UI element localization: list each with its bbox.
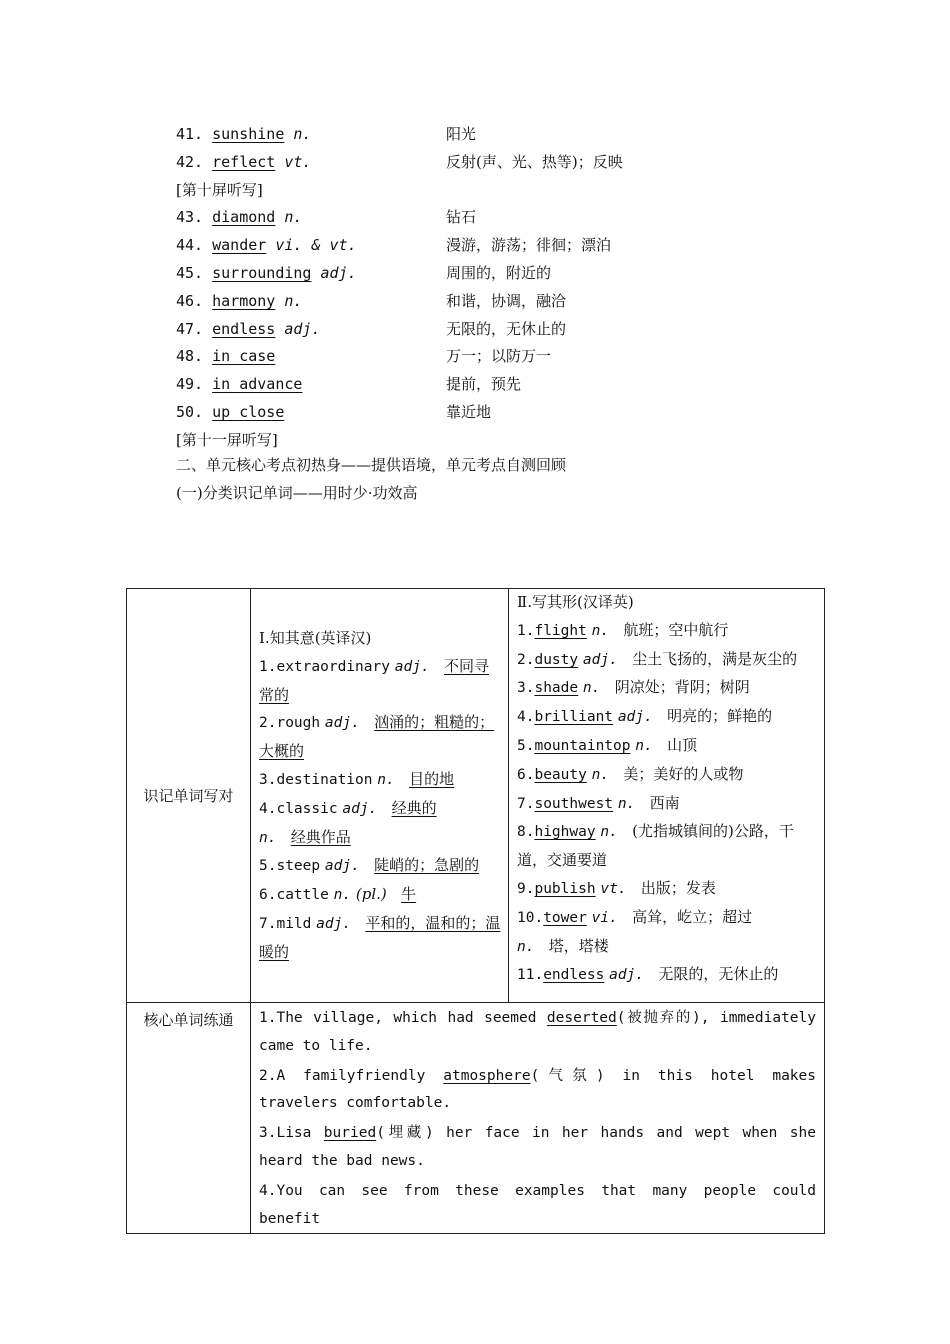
- sentence-item: [251, 1118, 824, 1176]
- sentence-pre: 4.You can see from these examples that many people could benefit: [259, 1182, 816, 1227]
- dictation-note: [176, 177, 736, 205]
- item-pos: vt.: [600, 880, 627, 897]
- item-answer: 平和的，温和的；温暖的: [259, 913, 501, 961]
- sentence-answer: deserted: [546, 1010, 617, 1026]
- sentence-answer: atmosphere: [443, 1067, 531, 1084]
- vocab-pos: adj.: [284, 319, 321, 338]
- item-num: 11.: [517, 967, 544, 984]
- item-num: 6.: [259, 887, 277, 904]
- vocab-num: 42.: [176, 152, 204, 171]
- item-pos: n.: [333, 887, 352, 904]
- vocab-pos: vt.: [284, 152, 312, 171]
- vocab-word: surrounding: [212, 263, 312, 282]
- vocab-num: 45.: [176, 263, 204, 282]
- vocab-meaning: 无限的，无休止的: [446, 319, 567, 338]
- item-meaning: 西南: [649, 793, 680, 812]
- vocab-pos: n.: [293, 125, 312, 143]
- part2-item: [517, 646, 818, 675]
- vocab-item: [176, 316, 736, 344]
- item-pos: n.: [600, 824, 618, 841]
- vocab-pos: vi. & vt.: [275, 236, 357, 255]
- item-pos: n.: [635, 737, 653, 754]
- item-num: 7.: [517, 795, 535, 812]
- item-word: rough: [276, 715, 321, 732]
- sentence-pre: 3.Lisa: [259, 1125, 324, 1142]
- item-num: 1.: [259, 658, 277, 675]
- vocab-entry: [176, 260, 357, 288]
- sentence-pre: 2.A familyfriendly: [259, 1067, 444, 1084]
- item-num: 3.: [259, 771, 277, 788]
- item-word: steep: [276, 858, 321, 875]
- item-word: mountaintop: [534, 737, 631, 754]
- part2-list: [509, 589, 824, 990]
- sentences-cell: [251, 1003, 825, 1234]
- item-pos: n.: [582, 680, 601, 697]
- vocab-list: [176, 121, 736, 455]
- sentence-post: , immediately came to life.: [259, 1010, 816, 1054]
- row-label-practice: 核心单词练通: [127, 1003, 251, 1234]
- vocab-entry: [176, 204, 302, 232]
- vocab-entry: [176, 232, 357, 260]
- item-word: cattle: [276, 887, 329, 904]
- item-meaning: (尤指城镇间的)公路，干道，交通要道: [517, 822, 794, 870]
- item-word: highway: [534, 824, 596, 841]
- item-word: publish: [534, 880, 596, 897]
- part2-item: [517, 875, 818, 904]
- table-row-memorize: [127, 589, 825, 1003]
- part1-item: [259, 910, 502, 967]
- note-text: [第十屏听写]: [176, 180, 263, 199]
- item-pos: n.: [617, 795, 636, 812]
- item-num: 2.: [517, 651, 535, 668]
- vocab-item: [176, 399, 736, 427]
- part2-title: Ⅱ.写其形(汉译英): [517, 593, 634, 611]
- word-table: [126, 588, 825, 1234]
- item-answer: 牛: [401, 885, 417, 904]
- item-pos: adj.: [324, 858, 360, 875]
- vocab-meaning: 漫游，游荡；徘徊；漂泊: [446, 236, 612, 255]
- part2-item: [517, 703, 818, 732]
- vocab-word: wander: [212, 236, 267, 255]
- vocab-meaning: 和谐，协调，融洽: [446, 291, 567, 310]
- vocab-item: [176, 371, 736, 399]
- item-pos: adj.: [394, 658, 430, 675]
- sentence-list: [251, 1003, 824, 1233]
- item-pos2: n.: [259, 829, 277, 846]
- vocab-entry: [176, 288, 302, 316]
- vocab-word: in case: [212, 347, 276, 366]
- note-text: [第十一屏听写]: [176, 430, 278, 449]
- item-word: tower: [543, 909, 587, 926]
- item-word: extraordinary: [276, 658, 390, 675]
- item-pos: n.: [591, 622, 610, 639]
- item-answer: 陡峭的；急剧的: [374, 856, 480, 875]
- sentence-item: [251, 1061, 824, 1119]
- item-pos: adj.: [609, 967, 645, 984]
- item-meaning: 无限的，无休止的: [658, 965, 779, 984]
- part1-item: [259, 709, 502, 766]
- vocab-meaning: 阳光: [446, 125, 477, 143]
- dictation-note: [176, 427, 736, 455]
- item-answer2: 经典作品: [290, 827, 351, 846]
- item-num: 10.: [517, 909, 544, 926]
- item-word: destination: [276, 771, 373, 788]
- sentence-post: in this hotel makes travelers comfortable.: [259, 1067, 816, 1112]
- sentence-item: [251, 1003, 824, 1061]
- item-meaning: 山顶: [667, 735, 698, 754]
- vocab-meaning: 周围的，附近的: [446, 263, 552, 282]
- item-num: 5.: [259, 858, 277, 875]
- part2-item: [517, 732, 818, 761]
- vocab-meaning: 靠近地: [446, 402, 492, 421]
- item-extra: (pl.): [355, 885, 387, 904]
- item-num: 9.: [517, 880, 535, 897]
- item-meaning: 明亮的；鲜艳的: [667, 707, 773, 726]
- vocab-entry: [176, 371, 302, 399]
- item-word: mild: [276, 915, 312, 932]
- part1-item: [259, 795, 502, 853]
- vocab-num: 47.: [176, 319, 204, 338]
- part2-item: [517, 674, 818, 703]
- vocab-pos: n.: [284, 208, 303, 227]
- vocab-item: [176, 260, 736, 288]
- vocab-meaning: 提前，预先: [446, 375, 522, 394]
- vocab-pos: n.: [284, 291, 303, 310]
- part2-item: [517, 904, 818, 962]
- vocab-item: [176, 343, 736, 371]
- part1-title: Ⅰ.知其意(英译汉): [259, 629, 372, 647]
- item-word: classic: [276, 800, 338, 817]
- item-answer: 不同寻常的: [259, 656, 489, 704]
- sentence-answer: buried: [323, 1125, 377, 1142]
- vocab-meaning: 反射(声、光、热等)；反映: [446, 152, 623, 171]
- item-num: 7.: [259, 915, 277, 932]
- item-answer: 经典的: [391, 798, 437, 817]
- vocab-item: [176, 288, 736, 316]
- vocab-meaning: 万一；以防万一: [446, 347, 552, 366]
- vocab-num: 44.: [176, 236, 204, 255]
- part2-item: [517, 961, 818, 990]
- part1-item: [259, 653, 502, 710]
- item-meaning: 出版；发表: [640, 878, 716, 897]
- item-pos: adj.: [342, 800, 378, 817]
- item-pos: adj.: [324, 715, 360, 732]
- vocab-word: sunshine: [212, 125, 285, 143]
- item-word: beauty: [534, 766, 587, 783]
- vocab-entry: [176, 121, 311, 149]
- vocab-word: harmony: [212, 291, 276, 310]
- vocab-entry: [176, 149, 311, 177]
- vocab-item: [176, 121, 736, 149]
- part2-cell: [509, 589, 825, 1003]
- vocab-entry: [176, 343, 275, 371]
- vocab-meaning: 钻石: [446, 208, 477, 227]
- sentence-item: [251, 1176, 824, 1234]
- vocab-num: 50.: [176, 402, 204, 421]
- vocab-word: up close: [212, 402, 285, 421]
- item-pos: adj.: [582, 651, 618, 668]
- item-word: dusty: [534, 651, 579, 668]
- part2-item: [517, 818, 818, 875]
- vocab-num: 41.: [176, 125, 204, 143]
- item-answer: 目的地: [409, 769, 455, 788]
- vocab-word: endless: [212, 319, 276, 338]
- item-pos2: n.: [517, 938, 535, 955]
- vocab-word: in advance: [212, 375, 303, 394]
- sentence-gloss: (埋藏): [376, 1125, 434, 1142]
- item-meaning: 高耸，屹立；超过: [632, 907, 753, 926]
- vocab-word: reflect: [212, 152, 276, 171]
- item-pos: n.: [377, 771, 395, 788]
- item-answer: 汹涌的；粗糙的；大概的: [259, 713, 495, 761]
- item-word: brilliant: [534, 709, 614, 726]
- subsection-heading: (一)分类识记单词——用时少·功效高: [176, 484, 418, 502]
- sentence-gloss: (气氛): [530, 1067, 605, 1084]
- sentence-pre: 1.The village, which had seemed: [259, 1010, 547, 1026]
- sentence-gloss: (被抛弃的): [616, 1010, 701, 1026]
- part2-item: [517, 761, 818, 790]
- part1-item: [259, 766, 502, 795]
- part1-item: [259, 881, 502, 910]
- vocab-word: diamond: [212, 208, 276, 227]
- item-meaning: 航班；空中航行: [623, 620, 729, 639]
- item-num: 5.: [517, 737, 535, 754]
- part1-list: [251, 589, 508, 967]
- part2-item: [517, 790, 818, 819]
- item-pos: vi.: [591, 909, 618, 926]
- vocab-item: [176, 204, 736, 232]
- item-word: flight: [534, 622, 587, 639]
- item-num: 4.: [517, 709, 535, 726]
- item-num: 3.: [517, 680, 535, 697]
- vocab-num: 46.: [176, 291, 204, 310]
- item-pos: adj.: [316, 915, 352, 932]
- row-label-memorize: 识记单词写对: [127, 589, 251, 1003]
- section-heading: 二、单元核心考点初热身——提供语境，单元考点自测回顾: [176, 456, 567, 474]
- item-num: 1.: [517, 622, 535, 639]
- item-meaning: 美；美好的人或物: [623, 764, 744, 783]
- item-num: 6.: [517, 766, 535, 783]
- part2-item: [517, 617, 818, 646]
- sentence-post: her face in her hands and wept when she heard the bad news.: [259, 1125, 816, 1169]
- vocab-item: [176, 149, 736, 177]
- item-pos: n.: [591, 766, 610, 783]
- table-row-practice: [127, 1003, 825, 1234]
- item-num: 2.: [259, 715, 277, 732]
- item-word: shade: [534, 680, 579, 697]
- vocab-num: 43.: [176, 208, 204, 227]
- vocab-num: 48.: [176, 347, 204, 366]
- vocab-entry: [176, 316, 321, 344]
- vocab-pos: adj.: [320, 263, 357, 282]
- item-meaning: 尘土飞扬的，满是灰尘的: [632, 649, 798, 668]
- part1-item: [259, 852, 502, 881]
- part1-cell: [251, 589, 509, 1003]
- vocab-item: [176, 232, 736, 260]
- vocab-entry: [176, 399, 284, 427]
- item-meaning2: 塔，塔楼: [548, 936, 609, 955]
- item-word: endless: [543, 967, 605, 984]
- item-num: 4.: [259, 800, 277, 817]
- item-num: 8.: [517, 824, 535, 841]
- vocab-num: 49.: [176, 375, 204, 394]
- item-word: southwest: [534, 795, 614, 812]
- item-pos: adj.: [617, 709, 653, 726]
- item-meaning: 阴凉处；背阴；树阴: [614, 678, 750, 697]
